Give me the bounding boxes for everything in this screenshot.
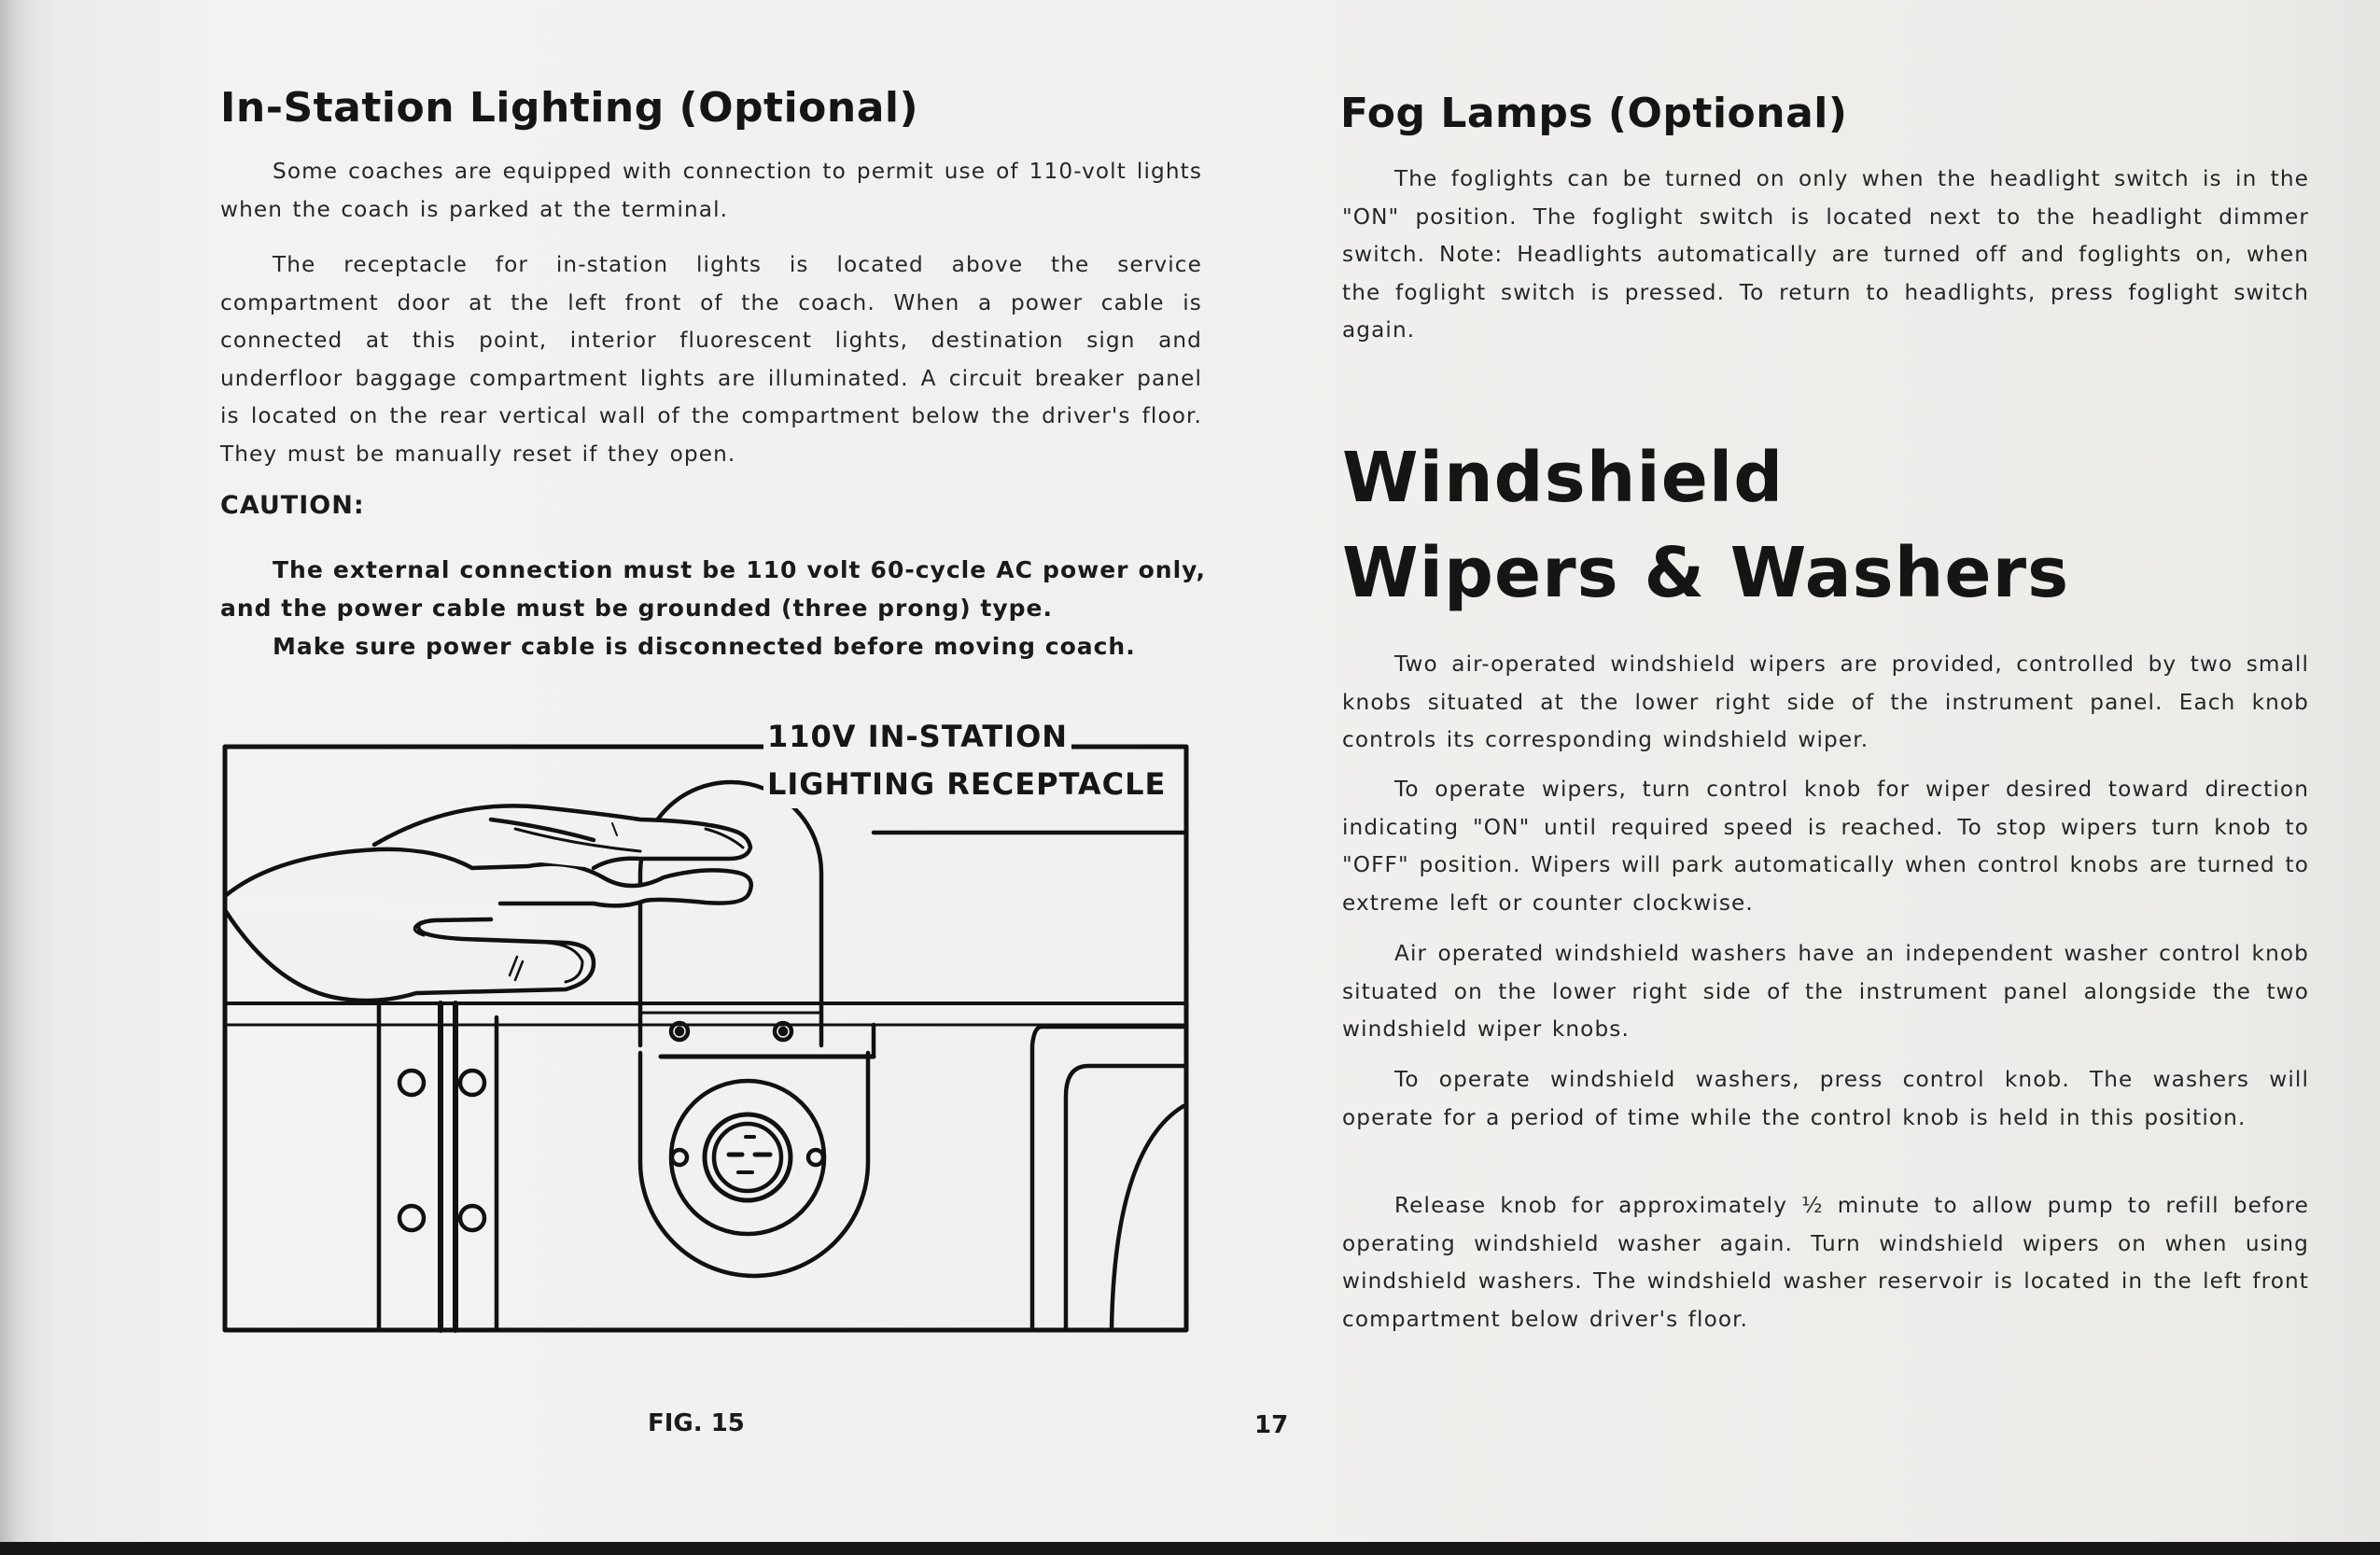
wipers-paragraph-5: Release knob for approximately ½ minute to allow pump to refill before operating windshield washer again. Turn windshield wipers on when using windshield washers. The windshield washer reservoir is located in the left front compartment below driver's floor. <box>1342 1193 2309 1332</box>
fog-lamps-heading: Fog Lamps (Optional) <box>1340 90 1848 137</box>
page-bottom-edge <box>0 1542 2380 1555</box>
wipers-paragraph-2: To operate wipers, turn control knob for wiper desired toward direction indicating "ON" until required speed is reached. To stop wipers turn knob to "OFF" position. Wipers will park automatically when control knobs are turned to extreme left or counter clockwise. <box>1342 777 2309 916</box>
in-station-paragraph-2: The receptacle for in-station lights is located above the service compartment door at the left front of the coach. When a power cable is connected at this point, interior fluorescent lights, destination sign and underfloor baggage compartment lights are illuminated. A circuit breaker panel is located on the rear vertical wall of the compartment below the driver's floor. They must be manually reset if they open. <box>220 252 1202 467</box>
figure-label-line-1: 110V IN-STATION <box>763 713 1071 761</box>
in-station-lighting-heading: In-Station Lighting (Optional) <box>220 84 919 132</box>
figure-label-line-2: LIGHTING RECEPTACLE <box>763 761 1169 808</box>
receptacle-illustration <box>220 709 1210 1372</box>
caution-label: CAUTION: <box>220 491 365 520</box>
wipers-paragraph-4: To operate windshield washers, press control knob. The washers will operate for a period of time while the control knob is held in this position. <box>1342 1067 2309 1130</box>
figure-caption: FIG. 15 <box>648 1409 745 1437</box>
caution-text-1: The external connection must be 110 volt 60-cycle AC power only, and the power cable must be grounded (three prong) type. <box>220 556 1206 622</box>
wipers-heading-line-2: Wipers & Washers <box>1342 533 2070 613</box>
wipers-heading-line-1: Windshield <box>1342 438 1785 518</box>
book-binding-edge <box>0 0 43 1555</box>
wipers-paragraph-3: Air operated windshield washers have an independent washer control knob situated on the lower right side of the instrument panel alongside the two windshield wiper knobs. <box>1342 941 2309 1042</box>
wipers-paragraph-1: Two air-operated windshield wipers are provided, controlled by two small knobs situated at the lower right side of the instrument panel. Each knob controls its corresponding windshield wiper. <box>1342 651 2309 752</box>
page-number: 17 <box>1254 1411 1289 1439</box>
in-station-paragraph-1: Some coaches are equipped with connection to permit use of 110-volt lights when the coach is parked at the terminal. <box>220 159 1202 222</box>
caution-text-2: Make sure power cable is disconnected before moving coach. <box>273 633 1136 660</box>
fog-lamps-paragraph: The foglights can be turned on only when the headlight switch is in the "ON" position. The foglight switch is located next to the headlight dimmer switch. Note: Headlights automatically are turned off and foglights on, when the foglight switch is pressed. To return to headlights, press foglight switch again. <box>1342 166 2309 343</box>
